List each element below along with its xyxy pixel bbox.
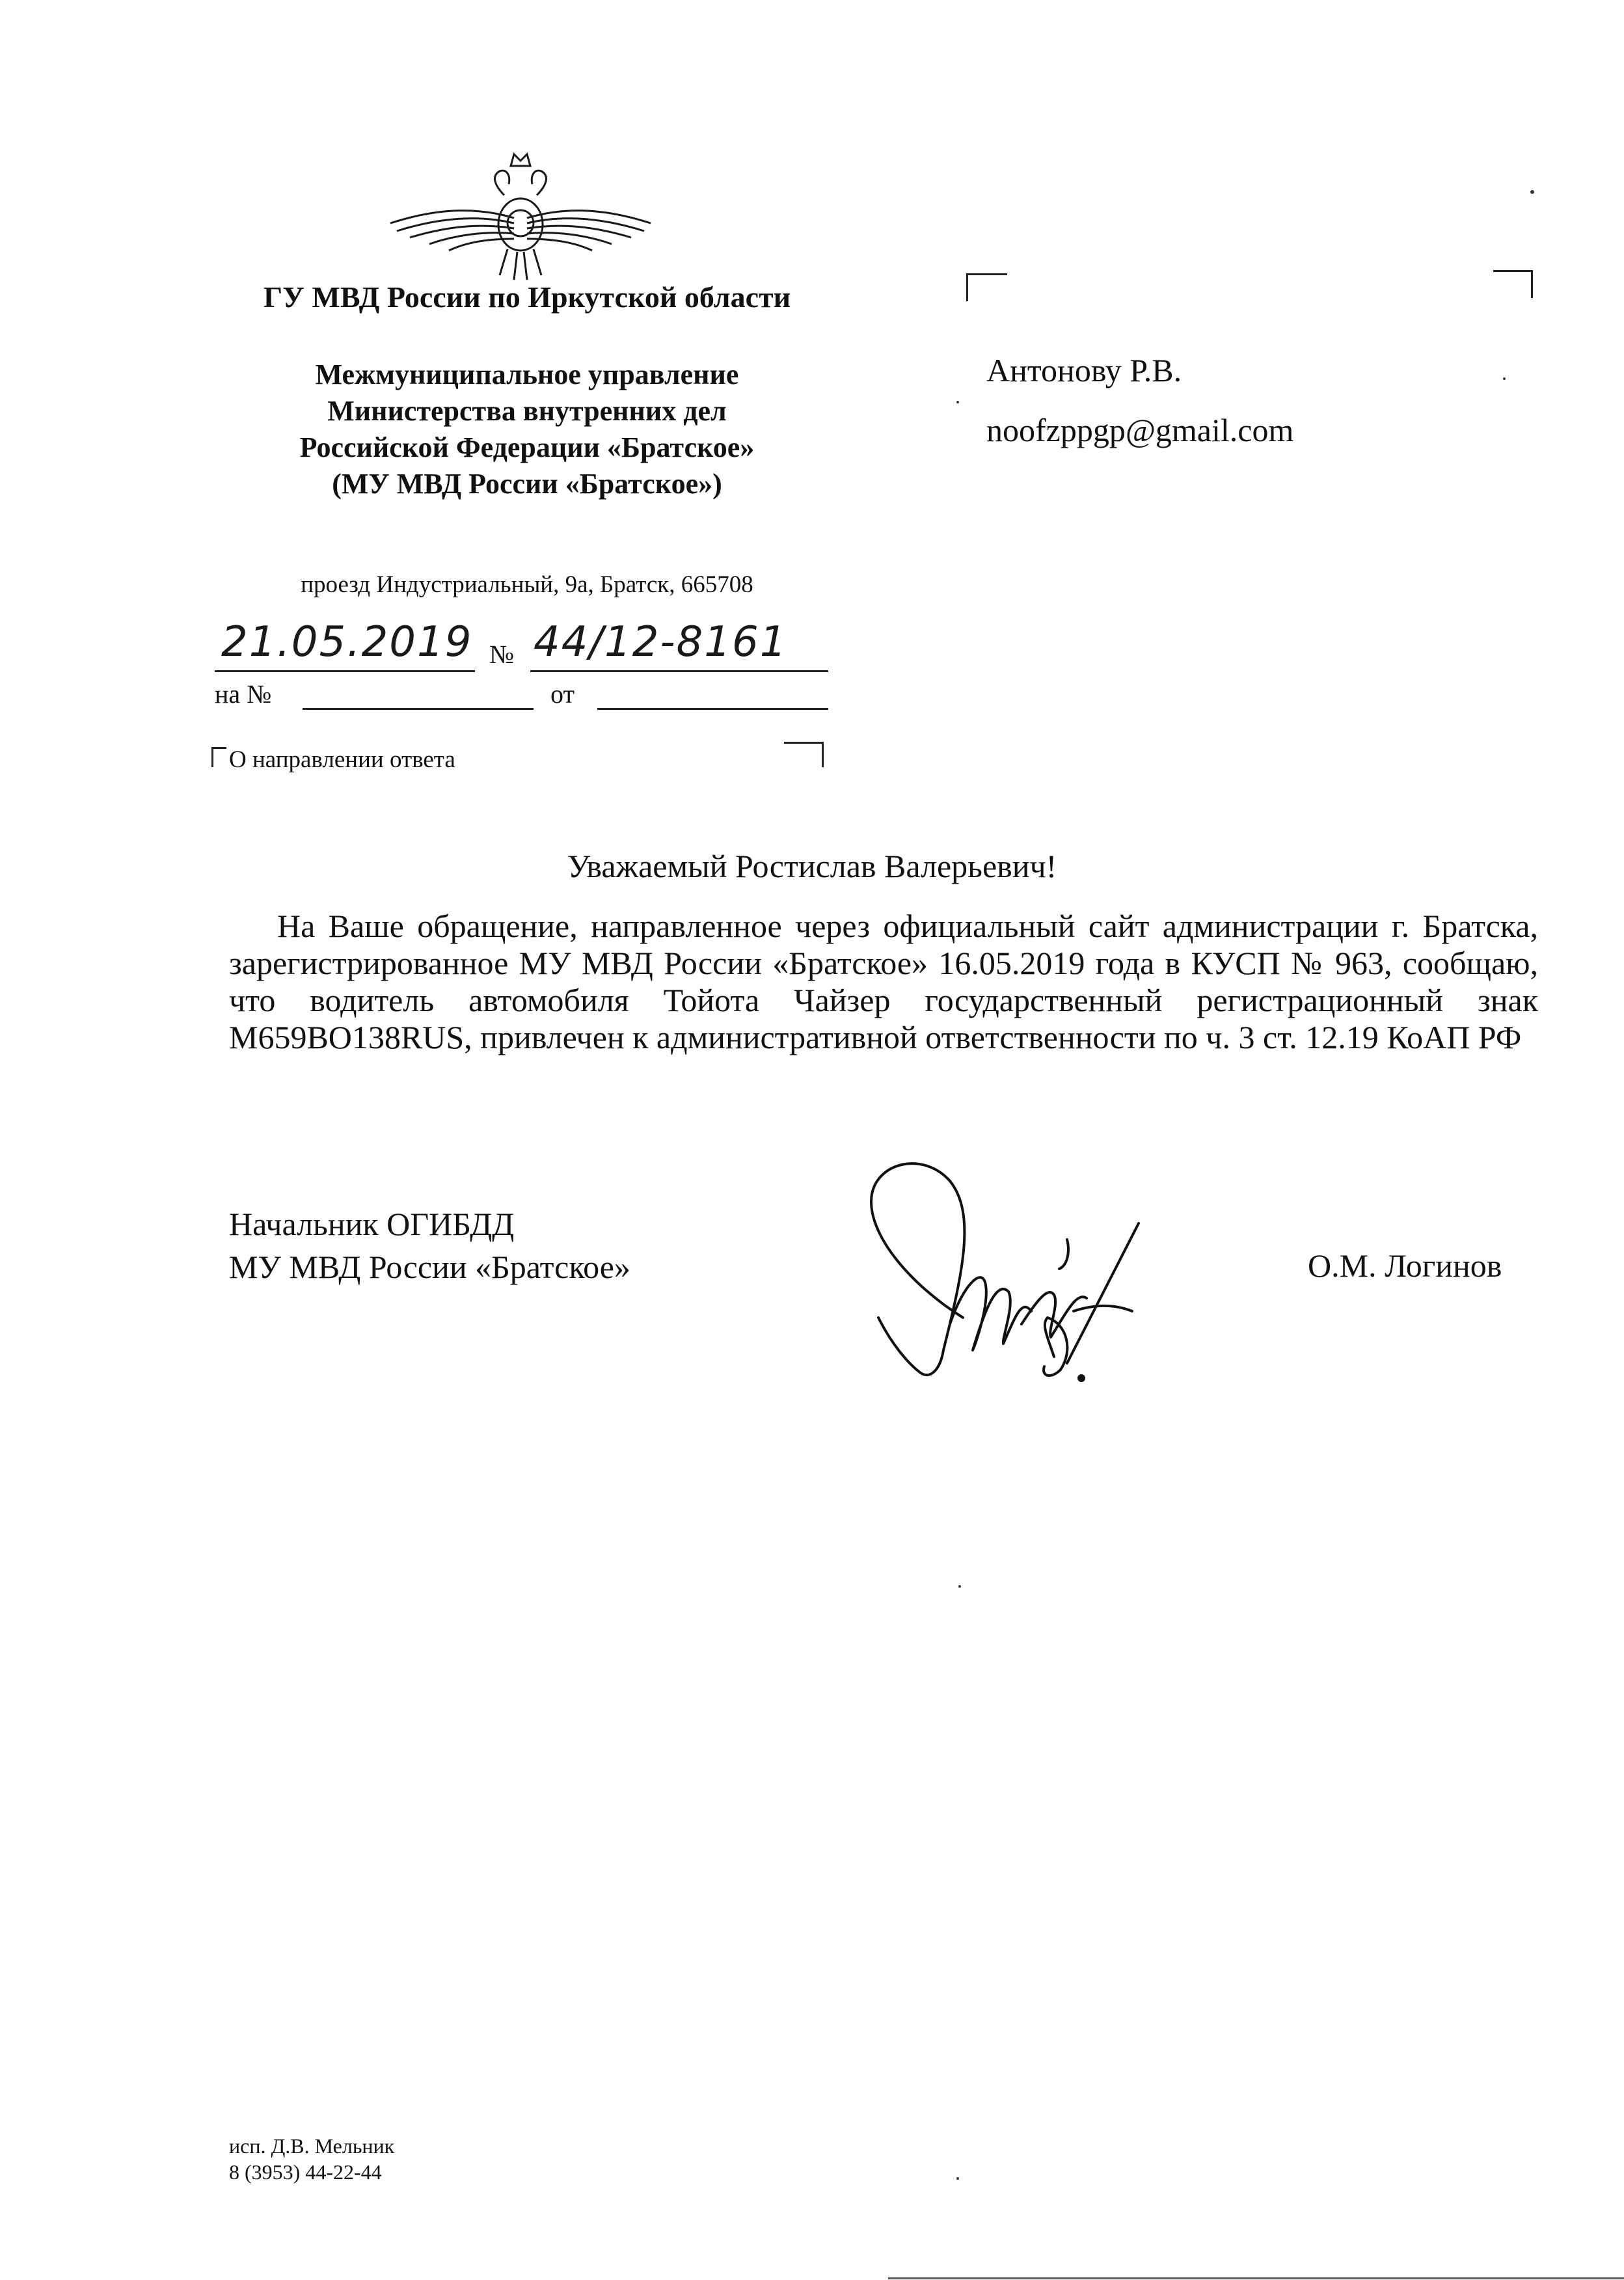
scan-speck	[958, 1585, 961, 1588]
org-name-line: Межмуниципальное управление	[315, 359, 739, 390]
executor-phone: 8 (3953) 44-22-44	[229, 2160, 382, 2184]
emblem-icon	[384, 146, 657, 283]
in-reply-underline	[303, 708, 534, 710]
letter-greeting: Уважаемый Ростислав Валерьевич!	[567, 848, 1057, 884]
signatory-position-line: МУ МВД России «Братское»	[229, 1249, 630, 1285]
signatory-position	[229, 1202, 630, 1288]
subject-corner-right	[784, 742, 824, 767]
letter-subject: О направлении ответа	[229, 746, 455, 773]
letter-body: На Ваше обращение, направленное через официальный сайт администрации г. Братска, зарегистрированное МУ МВД России «Братское» 16.05.2019 года в КУСП № 963, сообщаю, что водитель автомобиля Тойота Чайзер государственный регистрационный знак М659ВО138RUS, привлечен к административной ответственности по ч. 3 ст. 12.19 КоАП РФ	[229, 908, 1538, 1055]
in-reply-label: на №	[215, 679, 272, 709]
scan-speck	[1503, 377, 1506, 380]
addressee-corner-left	[966, 273, 1007, 301]
org-name-line: Министерства внутренних дел	[327, 395, 727, 427]
signature-image	[852, 1155, 1178, 1389]
date-underline	[215, 670, 475, 672]
addressee-email: noofzppgp@gmail.com	[986, 412, 1294, 448]
signatory-position-line: Начальник ОГИБДД	[229, 1206, 515, 1242]
number-underline	[530, 670, 828, 672]
number-sign: №	[489, 640, 515, 669]
org-name-line: (МУ МВД России «Братское»)	[332, 468, 722, 500]
org-name-block	[195, 357, 859, 502]
outgoing-date: 21.05.2019	[221, 618, 473, 666]
outgoing-number: 44/12-8161	[534, 618, 788, 666]
scan-speck	[1530, 190, 1534, 194]
org-main-title: ГУ МВД России по Иркутской области	[263, 280, 791, 314]
addressee-name: Антонову Р.В.	[986, 352, 1182, 388]
executor-name: исп. Д.В. Мельник	[229, 2134, 395, 2158]
scan-speck	[956, 401, 959, 403]
org-name-line: Российской Федерации «Братское»	[299, 431, 755, 463]
scan-edge-line	[888, 2277, 1624, 2279]
subject-corner-left	[211, 747, 226, 767]
from-label: от	[550, 679, 575, 709]
signatory-name: О.М. Логинов	[1308, 1247, 1502, 1284]
scan-speck	[956, 2177, 959, 2180]
addressee-corner-right	[1493, 270, 1533, 298]
org-address: проезд Индустриальный, 9а, Братск, 665708	[301, 571, 753, 598]
executor-block	[229, 2133, 394, 2185]
from-underline	[597, 708, 828, 710]
